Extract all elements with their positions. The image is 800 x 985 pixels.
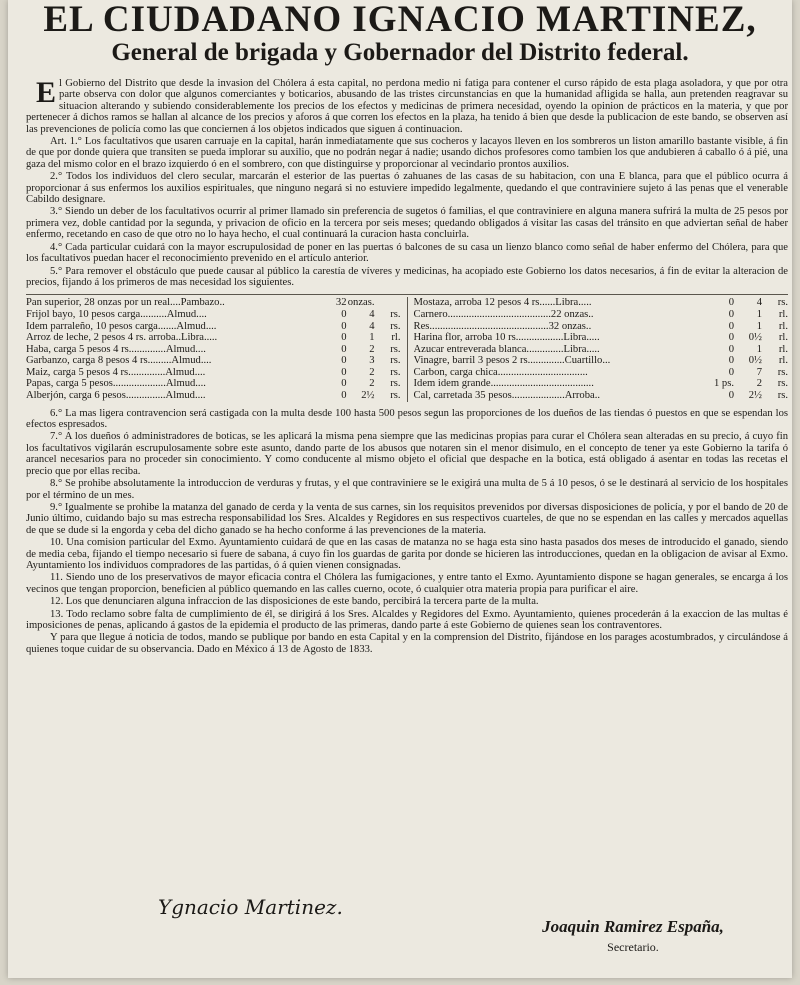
price-value: 0½ bbox=[748, 332, 762, 344]
price-value: 0½ bbox=[748, 355, 762, 367]
price-value: 0 bbox=[341, 390, 347, 402]
price-row bbox=[414, 390, 789, 402]
price-value: onzas. bbox=[347, 297, 375, 309]
price-item: Garbanzo, carga 8 pesos 4 rs.........Almud.... bbox=[26, 355, 212, 367]
price-item: Arroz de leche, 2 pesos 4 rs. arroba..Libra..... bbox=[26, 332, 218, 344]
governor-signature: Ygnacio Martinez. bbox=[158, 895, 343, 919]
price-value: 2 bbox=[369, 343, 375, 355]
price-row bbox=[26, 355, 401, 367]
price-value: 4 bbox=[369, 320, 375, 332]
price-value: 1 bbox=[369, 332, 375, 344]
price-item: Haba, carga 5 pesos 4 rs..............Almud.... bbox=[26, 343, 206, 355]
secretary-title: Secretario. bbox=[607, 940, 659, 954]
price-value: 0 bbox=[728, 308, 734, 320]
price-unit: rs. bbox=[777, 378, 788, 390]
price-row bbox=[26, 378, 401, 390]
price-row bbox=[26, 344, 401, 356]
intro-paragraph bbox=[26, 78, 788, 135]
article-paragraph: 12. Los que denunciaren alguna infraccion de las disposiciones de este bando, percibirá la tercera parte de la multa. bbox=[50, 596, 539, 608]
price-value: 2½ bbox=[748, 390, 762, 402]
price-item: Idem parraleño, 10 pesos carga.......Almud.... bbox=[26, 320, 217, 332]
price-value: 0 bbox=[728, 366, 734, 378]
document-body bbox=[26, 78, 788, 656]
article-paragraph: 3.° Siendo un deber de los facultativos ocurrir al primer llamado sin preferencia de sugetos ó familias, el que contraviniere en alguna manera sufrirá la multa de 25 pesos por primera vez, doble cantidad por la segunda, y privacion de oficio en la tercera por seis meses; quedando obligados á visitar las casas del tránsito en que adviertan señal de haber enfermo, recetando en caso de que otro no lo haya hecho, el cual continuará la curacion hasta concluirla. bbox=[26, 206, 788, 241]
article-paragraph: 2.° Todos los individuos del clero secular, marcarán el esterior de las puertas ó zahuanes de las casas de su habitacion, con una E blanca, para que el público ocurra á proporcionar á sus enfermos los auxilios espirituales, que ninguno negará si no estuviere impedido legalmente, quedando el que contraviniere sujeto á las penas que el venerable Cabildo designare. bbox=[26, 171, 788, 206]
price-value: 0 bbox=[341, 320, 347, 332]
price-item: Vinagre, barril 3 pesos 2 rs..............Cuartillo... bbox=[413, 355, 611, 367]
price-row bbox=[414, 332, 789, 344]
price-unit: rs. bbox=[390, 366, 401, 378]
price-value: 3 bbox=[369, 355, 375, 367]
price-item: Maiz, carga 5 pesos 4 rs..............Almud.... bbox=[26, 366, 206, 378]
price-row bbox=[414, 309, 789, 321]
price-item: Frijol bayo, 10 pesos carga..........Almud.... bbox=[26, 308, 207, 320]
price-value: 0 bbox=[728, 343, 734, 355]
price-column-left bbox=[26, 297, 408, 401]
price-row bbox=[414, 378, 789, 390]
price-row bbox=[414, 297, 789, 309]
article-paragraph: 5.° Para remover el obstáculo que puede causar al público la carestía de víveres y medicinas, ha acopiado este Gobierno los datos necesarios, á fin de evitar la alteracion de precios, fijando á los primeros de mas necesidad los siguientes. bbox=[26, 265, 788, 288]
intro-text: l Gobierno del Distrito que desde la invasion del Chólera á esta capital, no perdona medio ni fatiga para contener el curso rápido de esta plaga asoladora, y que por otra parte observa con dolor que algunos comerciantes y boticarios, abusando de las tristes circunstancias en que la humanidad afligida se halla, aun pretenden reagravar su situacion alterando y subiendo considerablemente los precios de los efectos y medicinas de primera necesidad, oyendo la opinion de prácticos en la materia, y que por pertenecer á dichos ramos se hallan al alcance de los precios y aforos á que corren los efectos en la plaza, ha tenido á bien que desde la publicacion de este bando, se observen así las prevenciones de policía como las que conciernen á los objetos indicados que siguen á continuacion. bbox=[26, 78, 788, 135]
drop-cap: E bbox=[36, 76, 57, 109]
price-row bbox=[26, 309, 401, 321]
price-item: Pan superior, 28 onzas por un real....Pambazo.. bbox=[26, 297, 225, 309]
price-unit: rs. bbox=[390, 378, 401, 390]
price-value: 4 bbox=[756, 297, 762, 309]
price-row bbox=[26, 367, 401, 379]
price-unit: rs. bbox=[390, 320, 401, 332]
price-column-right bbox=[408, 297, 789, 401]
article-paragraph: 11. Siendo uno de los preservativos de mayor eficacia contra el Chólera las fumigaciones, y entre tanto el Exmo. Ayuntamiento dispone se hagan generales, se encarga á los vecinos que tengan proporcion, beneficien al público quemando en las calles cuerno, ocote, ó cualquier otra materia propia para purificar el aire. bbox=[26, 572, 788, 595]
article-paragraph: 4.° Cada particular cuidará con la mayor escrupulosidad de poner en las puertas ó balcones de su casa un lienzo blanco como señal de haber enfermo del Chólera, para que los facultativos puedan hacer el reconocimiento prevenido en el artículo anterior. bbox=[26, 241, 788, 265]
price-value: 32 bbox=[335, 297, 347, 309]
price-item: Harina flor, arroba 10 rs..................Libra..... bbox=[413, 332, 600, 344]
article-paragraph: 8.° Se prohibe absolutamente la introduccion de verduras y frutas, y el que contraviniere se le exigirá una multa de 5 á 10 pesos, ó se le destinará al servicio de los hospitales por el término de un mes. bbox=[26, 478, 788, 501]
price-item: Cal, carretada 35 pesos....................Arroba.. bbox=[413, 390, 601, 402]
article-paragraph: 13. Todo reclamo sobre falta de cumplimiento de él, se dirigirá á los Sres. Alcaldes y Regidores del Exmo. Ayuntamiento, quienes procederán á la exaccion de las multas é imposiciones de penas, aplicando á gastos de la epidemia el producto de las primeras, dando parte á este Gobierno de quienes sean los contraventores. bbox=[26, 608, 788, 631]
price-unit: rs. bbox=[777, 366, 788, 378]
price-unit: rl. bbox=[778, 308, 788, 320]
price-row bbox=[414, 344, 789, 356]
article-paragraph: 7.° A los dueños ó administradores de boticas, se les aplicará la misma pena siempre que las medicinas propias para curar el Chólera sean alteradas en su precio, á cuyo fin los facultativos vigilarán escrupulosamente sobre este asunto, dando parte de los abusos que notaren sin el menor disimulo, en el concepto de tener ya este Gobierno la tarifa ó arancel necesarios para no proceder sin conocimiento. Y como conducente al mismo objeto el oficial que despache en la botica, está obligado á asentar en todas las recetas el precio que por ellas reciba. bbox=[26, 431, 788, 477]
article-paragraph: Art. 1.° Los facultativos que usaren carruaje en la capital, harán inmediatamente que sus cocheros y lacayos lleven en los sombreros un liston amarillo bastante visible, á fin de que por donde quiera que transiten se pueda implorar su auxilio, que no podrán negar á nadie; usando dichos profesores como tambien los que andubieren á caballo ó á pié, una gaza del mismo color en el brazo izquierdo ó en el sombrero, con que distinguirse y proporcionar al vecindario prontos auxilios. bbox=[26, 136, 788, 170]
price-item: Carnero.......................................22 onzas.. bbox=[413, 308, 594, 320]
price-value: 2 bbox=[369, 378, 375, 390]
price-unit bbox=[375, 297, 401, 309]
price-value: 2 bbox=[756, 378, 762, 390]
document-title: EL CIUDADANO IGNACIO MARTINEZ, bbox=[43, 0, 757, 40]
price-value: 4 bbox=[369, 308, 375, 320]
price-item: Mostaza, arroba 12 pesos 4 rs......Libra..... bbox=[413, 297, 592, 309]
price-row bbox=[26, 297, 401, 309]
article-paragraph: 6.° La mas ligera contravencion será castigada con la multa desde 100 hasta 500 pesos segun las proporciones de los dueños de las tiendas ó puestos en que se espendan los efectos espresados. bbox=[26, 407, 788, 431]
price-row bbox=[414, 367, 789, 379]
secretary-name: Joaquin Ramirez España, bbox=[542, 917, 724, 936]
price-value: 1 bbox=[756, 320, 762, 332]
price-value: 0 bbox=[341, 378, 347, 390]
price-row bbox=[414, 355, 789, 367]
price-value: 1 bbox=[756, 343, 762, 355]
price-unit: rl. bbox=[778, 343, 788, 355]
price-value: 0 bbox=[341, 332, 347, 344]
price-unit: rs. bbox=[390, 390, 401, 402]
price-item: Idem idem grande....................................... bbox=[413, 378, 594, 390]
price-value: 1 bbox=[756, 308, 762, 320]
price-value: 0 bbox=[728, 355, 734, 367]
price-value: 0 bbox=[341, 308, 347, 320]
price-table bbox=[26, 294, 788, 401]
price-value: 0 bbox=[728, 332, 734, 344]
price-value: 7 bbox=[756, 366, 762, 378]
price-unit: rl. bbox=[391, 332, 401, 344]
price-value: 0 bbox=[728, 320, 734, 332]
price-item: Papas, carga 5 pesos....................Almud.... bbox=[26, 378, 206, 390]
price-value: 0 bbox=[728, 390, 734, 402]
price-row bbox=[26, 390, 401, 402]
price-value: 0 bbox=[728, 297, 734, 309]
price-row bbox=[414, 321, 789, 333]
price-unit: rs. bbox=[390, 355, 401, 367]
closing-paragraph: Y para que llegue á noticia de todos, mando se publique por bando en esta Capital y en la comprension del Distrito, fijándose en los parages acostumbrados, y circulándose á quienes toque cuidar de su observancia. Dado en México á 13 de Agosto de 1833. bbox=[26, 632, 788, 655]
price-value: 0 bbox=[341, 343, 347, 355]
price-value: 0 bbox=[341, 366, 347, 378]
price-item: Res.............................................32 onzas.. bbox=[413, 320, 592, 332]
price-unit: rs. bbox=[390, 308, 401, 320]
price-unit: rl. bbox=[778, 332, 788, 344]
article-paragraph: 9.° Igualmente se prohibe la matanza del ganado de cerda y la venta de sus carnes, sin los requisitos prevenidos por diversas disposiciones de policía, y por el bando de 20 de Junio último, cuidando bajo su mas estrecha responsabilidad los Sres. Alcaldes y Regidores en sus respectivos cuarteles, de que no se espendan en las calles y mercados aquellas de que se dude si la engorda y ceba del dicho ganado se ha hecho conforme á las prevenciones de la materia. bbox=[26, 501, 788, 536]
price-row bbox=[26, 321, 401, 333]
price-item: Alberjón, carga 6 pesos...............Almud.... bbox=[26, 390, 206, 402]
price-value: 0 bbox=[341, 355, 347, 367]
document-subtitle: General de brigada y Gobernador del Distrito federal. bbox=[111, 39, 689, 66]
price-unit: rs. bbox=[777, 297, 788, 309]
price-value: 2½ bbox=[361, 390, 375, 402]
price-unit: rs. bbox=[390, 343, 401, 355]
price-value: 2 bbox=[369, 366, 375, 378]
article-paragraph: 10. Una comision particular del Exmo. Ayuntamiento cuidará de que en las casas de matanza no se haga esta sino hasta pasados dos meses de introducido el ganado, siendo de media ceba, fijando el tiempo necesario si fuere de sabana, á cuyo fin los guardas de garita por donde se hicieren las introducciones, quedan en la obligacion de avisar al Exmo. Ayuntamiento los individuos compradores de las partidas, ó á quien vienen consignadas. bbox=[26, 537, 788, 571]
price-row bbox=[26, 332, 401, 344]
price-value: 1 ps. bbox=[713, 378, 734, 390]
document-sheet bbox=[8, 0, 792, 978]
price-unit: rs. bbox=[777, 390, 788, 402]
price-item: Azucar entreverada blanca..............Libra..... bbox=[413, 343, 600, 355]
price-unit: rl. bbox=[778, 355, 788, 367]
price-item: Carbon, carga chica.................................. bbox=[413, 366, 588, 378]
price-unit: rl. bbox=[778, 320, 788, 332]
